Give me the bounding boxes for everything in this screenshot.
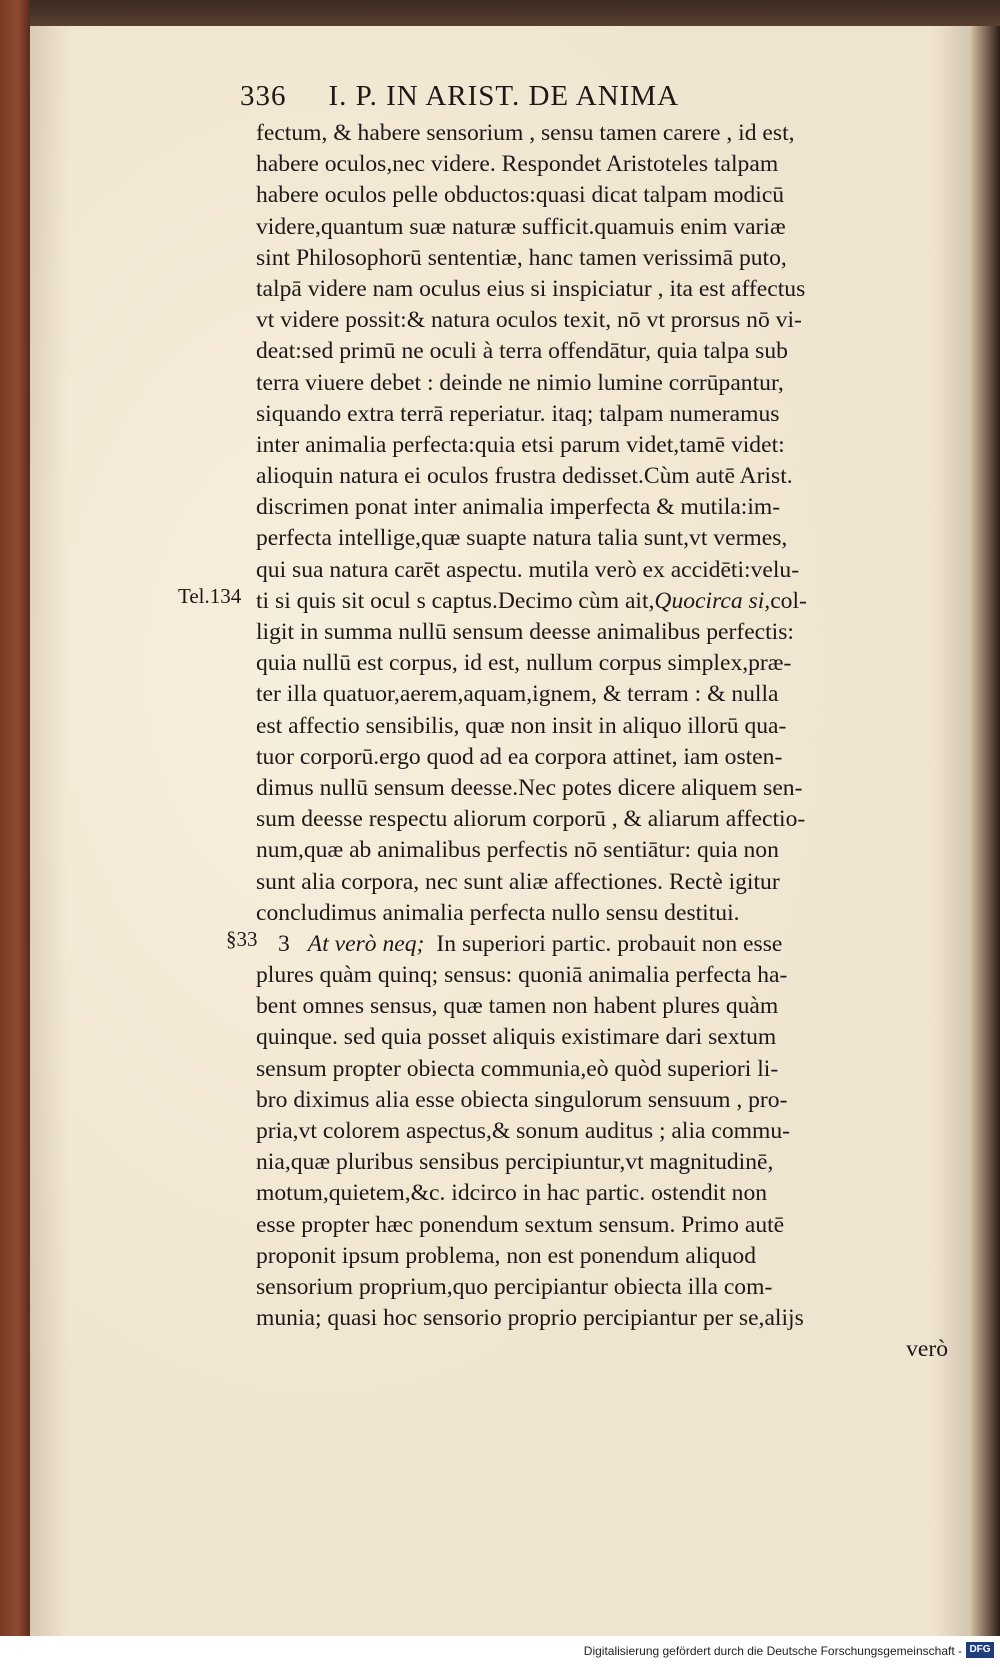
text-line: quinque. sed quia posset aliquis existimare dari sextum — [256, 1024, 777, 1051]
book-binding-edge — [0, 0, 30, 1667]
text-line: ter illa quatuor,aerem,aquam,ignem, & terram : & nulla — [256, 681, 779, 708]
text-segment: In superiori partic. probauit non esse — [436, 930, 783, 957]
text-line: motum,quietem,&c. idcirco in hac partic. ostendit non — [256, 1180, 768, 1207]
main-text — [256, 118, 956, 1366]
text-line: fectum, & habere sensorium , sensu tamen carere , id est, — [256, 120, 795, 146]
text-line: sum deesse respectu aliorum corporū , & aliarum affectio- — [256, 806, 806, 833]
text-segment: col- — [770, 587, 807, 614]
text-line: talpā videre nam oculus eius si inspiciatur , ita est affectus — [256, 275, 806, 302]
text-line: sensorium proprium,quo percipiantur obiecta illa com- — [256, 1273, 773, 1300]
footer-bar — [0, 1636, 1000, 1667]
text-line: vt videre possit:& natura oculos texit, nō vt prorsus nō vi- — [256, 307, 802, 334]
text-line: discrimen ponat inter animalia imperfecta & mutila:im- — [256, 494, 781, 521]
margin-note-section: §33 — [226, 927, 258, 951]
text-line: proponit ipsum problema, non est ponendum aliquod — [256, 1242, 756, 1269]
section-start-line — [256, 929, 956, 960]
book-edge-top — [0, 0, 1000, 26]
text-line: bent omnes sensus, quæ tamen non habent plures quàm — [256, 993, 779, 1020]
text-line: deat:sed primū ne oculi à terra offendātur, quia talpa sub — [256, 338, 788, 365]
text-line: quia nullū est corpus, id est, nullum corpus simplex,præ- — [256, 650, 792, 677]
text-line: est affectio sensibilis, quæ non insit in aliquo illorū qua- — [256, 712, 787, 739]
text-line: habere oculos pelle obductos:quasi dicat talpam modicū — [256, 182, 785, 209]
text-line: ligit in summa nullū sensum deesse animalibus perfectis: — [256, 619, 794, 645]
text-line: sint Philosophorū sententiæ, hanc tamen verissimā puto, — [256, 244, 787, 271]
text-line: concludimus animalia perfecta nullo sensu destitui. — [256, 899, 740, 926]
text-line: num,quæ ab animalibus perfectis nō sentiātur: quia non — [256, 837, 779, 864]
margin-note-reference: Tel.134 — [178, 584, 242, 608]
italic-quotation: Quocirca si, — [654, 587, 771, 614]
text-line: bro diximus alia esse obiecta singulorum sensuum , pro- — [256, 1086, 788, 1113]
running-head — [240, 80, 800, 113]
text-line: esse propter hæc ponendum sextum sensum. Primo autē — [256, 1211, 785, 1238]
text-line: alioquin natura ei oculos frustra dedisset.Cùm autē Arist. — [256, 463, 793, 490]
text-line: sunt alia corpora, nec sunt aliæ affectiones. Rectè igitur — [256, 868, 780, 895]
text-line: terra viuere debet : deinde ne nimio lumine corrūpantur, — [256, 369, 784, 396]
text-line: munia; quasi hoc sensorio proprio percipiantur per se,alijs — [256, 1305, 804, 1332]
text-line-with-italic — [256, 586, 956, 617]
text-line: perfecta intellige,quæ suapte natura talia sunt,vt vermes, — [256, 525, 788, 552]
catchword: verò — [906, 1336, 948, 1363]
text-line: videre,quantum suæ naturæ sufficit.quamuis enim variæ — [256, 213, 786, 240]
text-line: plures quàm quinq; sensus: quoniā animalia perfecta ha- — [256, 962, 788, 989]
text-line: sensum propter obiecta communia,eò quòd superiori li- — [256, 1055, 779, 1082]
text-line: habere oculos,nec videre. Respondet Aristoteles talpam — [256, 151, 779, 178]
text-segment: ti si quis sit ocul s captus.Decimo cùm ait, — [256, 587, 655, 614]
text-line: siquando extra terrā reperiatur. itaq; talpam numeramus — [256, 400, 780, 427]
running-title: I. P. IN ARIST. DE ANIMA — [328, 80, 680, 112]
section-number: 3 — [278, 930, 290, 957]
dfg-logo: DFG — [966, 1642, 994, 1658]
text-line: qui sua natura carēt aspectu. mutila verò ex accidēti:velu- — [256, 556, 800, 583]
text-line: dimus nullū sensum deesse.Nec potes dicere aliquem sen- — [256, 774, 803, 801]
page-number: 336 — [240, 80, 287, 112]
text-line: tuor corporū.ergo quod ad ea corpora attinet, iam osten- — [256, 743, 783, 770]
page-edge-shadow — [970, 26, 1000, 1636]
text-line: inter animalia perfecta:quia etsi parum videt,tamē videt: — [256, 431, 785, 458]
italic-lemma: At verò neq; — [307, 930, 425, 957]
text-line: nia,quæ pluribus sensibus percipiuntur,vt magnitudinē, — [256, 1149, 774, 1176]
text-line: pria,vt colorem aspectus,& sonum auditus ; alia commu- — [256, 1118, 791, 1144]
footer-credit: Digitalisierung gefördert durch die Deutsche Forschungsgemeinschaft - — [583, 1644, 962, 1658]
